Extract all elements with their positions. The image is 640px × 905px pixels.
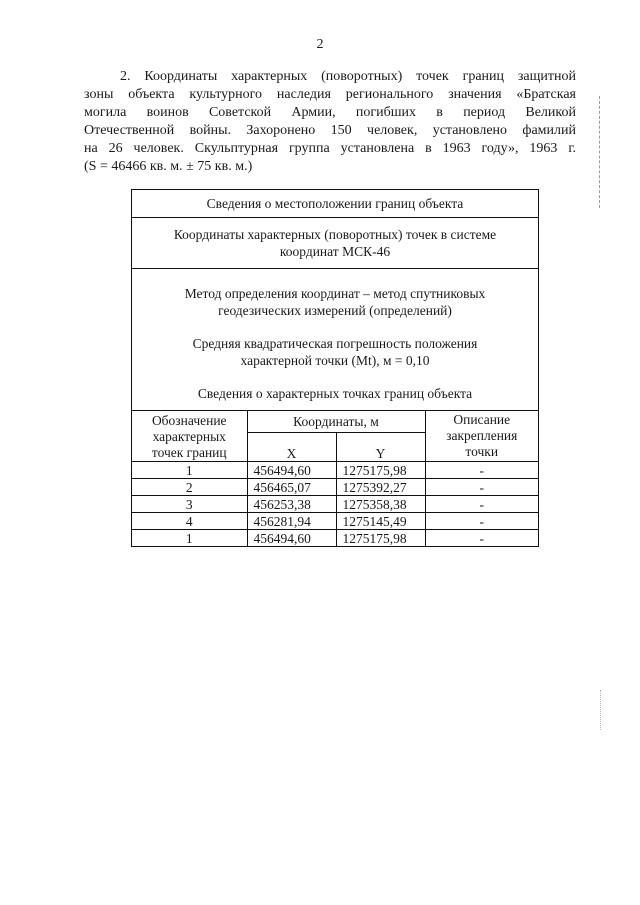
points-title: Сведения о характерных точках границ объекта xyxy=(197,386,473,401)
description-value: - xyxy=(425,513,538,530)
table-row xyxy=(132,530,538,547)
point-id: 1 xyxy=(132,530,247,547)
table-row xyxy=(132,462,538,479)
accuracy-line: характерной точки (Mt), м = 0,10 xyxy=(240,353,430,368)
table-title: Сведения о местоположении границ объекта xyxy=(132,190,539,218)
intro-line: зоны объекта культурного наследия регионального значения «Братская xyxy=(84,87,576,102)
accuracy-line: Средняя квадратическая погрешность положения xyxy=(192,336,478,351)
description-value: - xyxy=(425,530,538,547)
col-y-header: Y xyxy=(336,433,425,462)
x-value: 456494,60 xyxy=(247,462,336,479)
col-designation-header xyxy=(132,411,247,462)
method-cell xyxy=(132,269,539,411)
method-line: Метод определения координат – метод спутниковых xyxy=(184,286,486,301)
y-value: 1275358,38 xyxy=(336,496,425,513)
scan-artifact-line xyxy=(600,690,601,730)
y-value: 1275392,27 xyxy=(336,479,425,496)
x-value: 456281,94 xyxy=(247,513,336,530)
description-value: - xyxy=(425,479,538,496)
intro-paragraph xyxy=(84,68,576,176)
intro-line: Отечественной войны. Захоронено 150 человек, установлено фамилий xyxy=(84,123,576,138)
col-coordinates-header: Координаты, м xyxy=(247,411,425,433)
point-id: 1 xyxy=(132,462,247,479)
intro-line: (S = 46466 кв. м. ± 75 кв. м.) xyxy=(84,159,253,174)
points-table xyxy=(132,411,538,546)
intro-line: на 26 человек. Скульптурная группа установлена в 1963 году», 1963 г. xyxy=(84,141,576,156)
page-number: 2 xyxy=(316,37,324,52)
boundary-table xyxy=(131,189,539,547)
table-row xyxy=(132,513,538,530)
y-value: 1275175,98 xyxy=(336,462,425,479)
point-id: 2 xyxy=(132,479,247,496)
header-line: Описание xyxy=(453,412,511,427)
y-value: 1275175,98 xyxy=(336,530,425,547)
header-line: характерных xyxy=(152,429,226,444)
x-value: 456253,38 xyxy=(247,496,336,513)
header-line: Обозначение xyxy=(151,413,227,428)
col-description-header xyxy=(425,411,538,462)
x-value: 456465,07 xyxy=(247,479,336,496)
method-line: геодезических измерений (определений) xyxy=(218,303,452,318)
description-value: - xyxy=(425,496,538,513)
header-line: точки xyxy=(465,444,499,459)
table-row xyxy=(132,479,538,496)
intro-line: 2. Координаты характерных (поворотных) точек границ защитной xyxy=(120,69,576,84)
coordinate-system-line: Координаты характерных (поворотных) точек в системе xyxy=(173,227,497,242)
coordinate-system-line: координат МСК-46 xyxy=(279,244,391,259)
intro-line: могила воинов Советской Армии, погибших в период Великой xyxy=(84,105,576,120)
point-id: 4 xyxy=(132,513,247,530)
points-table-cell xyxy=(132,411,539,547)
description-value: - xyxy=(425,462,538,479)
coordinate-system-cell xyxy=(132,218,539,269)
header-line: точек границ xyxy=(151,445,227,460)
header-line: закрепления xyxy=(446,428,518,443)
table-row xyxy=(132,496,538,513)
y-value: 1275145,49 xyxy=(336,513,425,530)
point-id: 3 xyxy=(132,496,247,513)
scan-artifact-line xyxy=(599,96,600,208)
x-value: 456494,60 xyxy=(247,530,336,547)
col-x-header: X xyxy=(247,433,336,462)
